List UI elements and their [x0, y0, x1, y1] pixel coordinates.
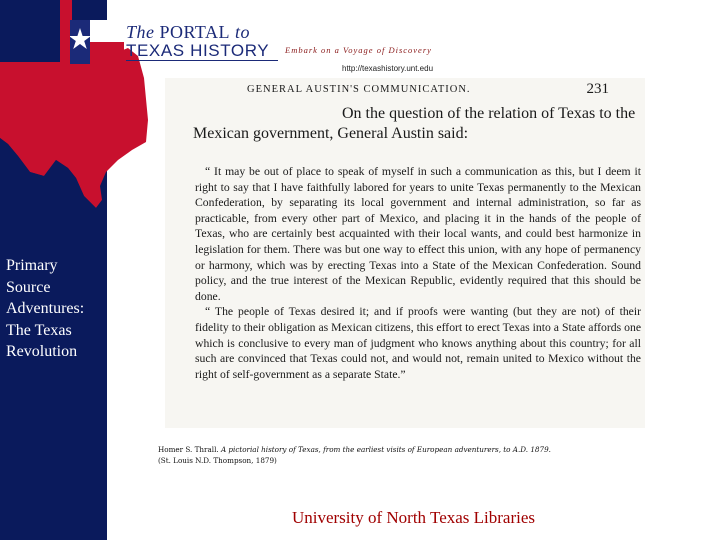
- logo-tagline: Embark on a Voyage of Discovery: [285, 45, 432, 55]
- logo-portal: PORTAL: [159, 22, 230, 42]
- sidebar-title-line: Revolution: [6, 343, 78, 360]
- quotation-paragraph: “ It may be out of place to speak of myself in such a communication as this, but I deem it right to say that I have faithfully labored for years to unite Texas permanently to the Mexican Confederation, by separating its local government and internal administration, so far as practicable, from every other part of Mexico, and placing it in the hands of the people of Texas, who are certainly best acquainted with their local wants, and could best harmonize in legislation for them. There was but one way to effect this union, with any hope of permanency or harmony, which was by erecting Texas into a State of the Mexican Confederation. Sound policy, and the true interest of the Mexican Republic, evidently required that this should be done.: [195, 165, 641, 303]
- footer: [0, 508, 720, 528]
- flag-star-icon: [70, 20, 124, 64]
- sidebar-title-line: Adventures:: [6, 300, 85, 317]
- sidebar-title-line: The Texas: [6, 321, 72, 339]
- footer-credit[interactable]: University of North Texas Libraries: [291, 508, 536, 527]
- running-head: GENERAL AUSTIN'S COMMUNICATION.: [247, 84, 471, 95]
- logo-prefix: The: [126, 22, 160, 42]
- page-number: 231: [586, 81, 609, 97]
- logo-rule: [126, 60, 278, 61]
- citation-title: A pictorial history of Texas, from the earliest visits of European adventurers, to A.D. 1879.: [220, 445, 551, 454]
- portal-logo[interactable]: [70, 20, 470, 76]
- logo-to: to: [229, 22, 250, 42]
- sidebar-title-line: Source: [6, 278, 51, 296]
- intro-text: On the question of the relation of Texas to the Mexican government, General Austin said:: [193, 105, 636, 142]
- citation-author: Homer S. Thrall.: [158, 445, 221, 454]
- quotation-paragraph: “ The people of Texas desired it; and if proofs were wanting (but they are not) of their fidelity to their obligation as Mexican citizens, this effort to erect Texas into a State affords one which is conclusive to every man of judgment who knows anything about this country; for all such are convinced that Texas could not, and would not, remain united to Mexico without the right of self-government as a separate State.”: [195, 305, 641, 381]
- logo-texas-history: TEXAS HISTORY: [126, 41, 270, 60]
- quotation-body: [195, 164, 641, 382]
- sidebar-title-line: Primary: [6, 257, 58, 274]
- logo-url[interactable]: http://texashistory.unt.edu: [342, 64, 434, 73]
- sidebar-title: [6, 255, 106, 363]
- scanned-page-image: [165, 78, 645, 428]
- source-citation: [158, 444, 658, 466]
- right-margin: [712, 0, 720, 540]
- logo-portal-text: [126, 22, 250, 43]
- citation-publisher: (St. Louis N.D. Thompson, 1879): [158, 456, 277, 465]
